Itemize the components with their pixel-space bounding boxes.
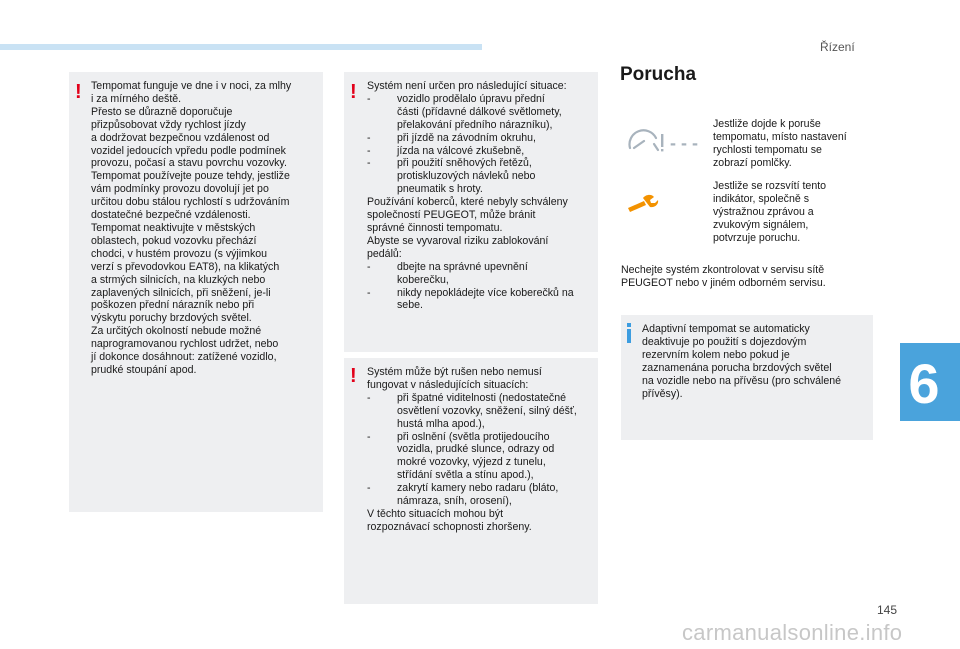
- text-line: naprogramovanou rychlost udržet, nebo: [91, 338, 279, 351]
- text-line: indikátor, společně s: [713, 192, 809, 205]
- text-line: Nechejte systém zkontrolovat v servisu sítě: [621, 264, 825, 276]
- text-line: poškozen přední nárazník nebo při: [91, 299, 255, 312]
- text-line: zaplavených silnicích, při sněžení, je-li: [91, 286, 271, 299]
- text-line: pedálů:: [367, 247, 402, 260]
- text-line: přívěsy).: [642, 387, 683, 400]
- text-line: Jestliže se rozsvítí tento: [713, 180, 827, 192]
- chapter-tab: [900, 343, 960, 421]
- list-item: [367, 482, 597, 508]
- text-line: vozidla, prudké slunce, odrazy od: [397, 443, 555, 456]
- text-line: mokré vozovky, výjezd z tunelu,: [397, 456, 546, 469]
- warning-exclamation-icon: !: [350, 81, 357, 103]
- cruise-control-fault-icon: [626, 126, 706, 160]
- text-line: Jestliže dojde k poruše: [713, 118, 821, 130]
- text-line: Adaptivní tempomat se automaticky: [642, 323, 810, 335]
- text-line: Tempomat neaktivujte v městských: [91, 221, 256, 234]
- text-line: potvrzuje poruchu.: [713, 231, 801, 244]
- text-line: nikdy nepokládejte více koberečků na: [397, 286, 574, 299]
- list-item: [367, 145, 597, 158]
- list-item: [367, 157, 597, 196]
- text-line: společností PEUGEOT, může bránit: [367, 209, 536, 222]
- info-box-adaptive-cruise: [621, 315, 873, 440]
- text-line: deaktivuje po použití s dojezdovým: [642, 335, 807, 348]
- text-line: Přesto se důrazně doporučuje: [91, 105, 233, 118]
- text-line: verzí s převodovkou EAT8), na klikatých: [91, 260, 280, 273]
- warning-box-cruise-usage: [69, 72, 323, 512]
- text-line: při oslnění (světla protijedoucího: [397, 430, 550, 443]
- text-line: oblastech, pokud vozovku přechází: [91, 234, 257, 247]
- text-line: zaznamenána porucha brzdových světel: [642, 361, 832, 374]
- text-line: jízda na válcové zkušebně,: [397, 144, 525, 157]
- warning-exclamation-icon: !: [350, 365, 357, 387]
- text-line: PEUGEOT nebo v jiném odborném servisu.: [621, 276, 826, 289]
- text-line: chodci, v hustém provozu (s výjimkou: [91, 247, 268, 260]
- warning-box-unsuitable-situations: [344, 72, 598, 352]
- text-line: vám podmínky provozu dovolují jet po: [91, 183, 269, 196]
- text-line: rezervním kolem nebo pokud je: [642, 348, 790, 361]
- text-line: správné činnosti tempomatu.: [367, 221, 503, 234]
- list-item: [367, 93, 597, 132]
- text-line: Systém není určen pro následující situace:: [367, 80, 567, 92]
- section-title: Řízení: [820, 40, 855, 54]
- page-number: 145: [877, 603, 898, 617]
- text-line: tempomatu, místo nastavení: [713, 130, 847, 143]
- text-line: střídání světla a stínu apod.),: [397, 469, 534, 482]
- text-line: provozu, počasí a stavu povrchu vozovky.: [91, 157, 287, 170]
- list-dash: -: [367, 157, 371, 170]
- text-line: Používání koberců, které nebyly schváleny: [367, 196, 568, 209]
- text-line: hustá mlha apod.),: [397, 417, 485, 430]
- text-line: protiskluzových návleků nebo: [397, 170, 536, 183]
- text-line: zvukovým signálem,: [713, 218, 809, 231]
- list-item: [367, 287, 597, 313]
- list-item: [367, 392, 597, 431]
- text-line: zobrazí pomlčky.: [713, 156, 792, 169]
- text-line: Systém může být rušen nebo nemusí: [367, 366, 542, 378]
- list-item: [367, 132, 597, 145]
- list-item: [367, 261, 597, 287]
- text-line: při použití sněhových řetězů,: [397, 157, 532, 170]
- warning-box-interference: [344, 358, 598, 604]
- text-line: na vozidle nebo na přívěsu (pro schválené: [642, 374, 842, 387]
- text-line: Za určitých okolností nebude možné: [91, 325, 262, 338]
- service-wrench-icon: [626, 192, 660, 214]
- warning-text: [367, 366, 597, 534]
- chapter-number: 6: [908, 352, 940, 415]
- text-line: pneumatik s hroty.: [397, 183, 483, 196]
- text-line: části (přídavné dálkové světlomety,: [397, 105, 562, 118]
- text-line: při jízdě na závodním okruhu,: [397, 131, 536, 144]
- list-dash: -: [367, 260, 371, 273]
- warning-text: [91, 80, 321, 377]
- section-heading: Porucha: [620, 64, 697, 85]
- fault-description: [713, 118, 873, 170]
- list-dash: -: [367, 286, 371, 299]
- warning-exclamation-icon: !: [75, 81, 82, 103]
- list-dash: -: [367, 92, 371, 105]
- text-line: při špatné viditelnosti (nedostatečné: [397, 391, 567, 404]
- text-line: námraza, sníh, orosení),: [397, 495, 512, 508]
- list-dash: -: [367, 144, 371, 157]
- text-line: dbejte na správné upevnění: [397, 260, 528, 273]
- text-line: sebe.: [397, 299, 423, 312]
- text-line: a dodržovat bezpečnou vzdálenost od: [91, 131, 270, 144]
- speed-dashes: - - -: [670, 133, 698, 153]
- info-icon: [627, 323, 631, 343]
- text-line: i za mírného deště.: [91, 92, 182, 105]
- list-item: [367, 431, 597, 483]
- list-dash: -: [367, 131, 371, 144]
- warning-text: [367, 80, 597, 312]
- list-dash: -: [367, 482, 371, 495]
- text-line: osvětlení vozovky, sněžení, silný déšť,: [397, 404, 577, 417]
- list-dash: -: [367, 430, 371, 443]
- text-line: rozpoznávací schopnosti zhoršeny.: [367, 520, 532, 533]
- text-line: fungovat v následujících situacích:: [367, 378, 529, 391]
- info-text: [642, 323, 872, 400]
- text-line: Tempomat funguje ve dne i v noci, za mlhy: [91, 80, 292, 92]
- text-line: výskytu poruchy brzdových světel.: [91, 312, 252, 325]
- indicator-description: [713, 180, 873, 245]
- text-line: rychlosti tempomatu se: [713, 143, 822, 156]
- text-line: koberečku,: [397, 273, 449, 286]
- text-line: dostatečné bezpečné vzdálenosti.: [91, 209, 251, 222]
- text-line: Tempomat používejte pouze tehdy, jestliže: [91, 170, 290, 183]
- text-line: výstražnou zprávou a: [713, 205, 814, 218]
- service-advice: [621, 264, 871, 290]
- text-line: prudké stoupání apod.: [91, 363, 197, 376]
- watermark: carmanualsonline.info: [682, 620, 903, 645]
- header-accent-bar: [0, 44, 482, 50]
- text-line: V těchto situacích mohou být: [367, 507, 504, 520]
- text-line: určitou dobu stálou rychlostí s udržováním: [91, 196, 290, 209]
- text-line: vozidlo prodělalo úpravu přední: [397, 92, 545, 105]
- text-line: zakrytí kamery nebo radaru (bláto,: [397, 482, 559, 495]
- list-dash: -: [367, 391, 371, 404]
- text-line: Abyste se vyvaroval riziku zablokování: [367, 234, 549, 247]
- text-line: jí dokonce dosáhnout: zatížené vozidlo,: [91, 351, 277, 364]
- text-line: vozidel jedoucích vpředu podle podmínek: [91, 144, 286, 157]
- text-line: a strmých silnicích, na kluzkých nebo: [91, 273, 266, 286]
- text-line: přizpůsobovat vždy rychlost jízdy: [91, 118, 246, 131]
- text-line: přelakování předního nárazníku),: [397, 118, 553, 131]
